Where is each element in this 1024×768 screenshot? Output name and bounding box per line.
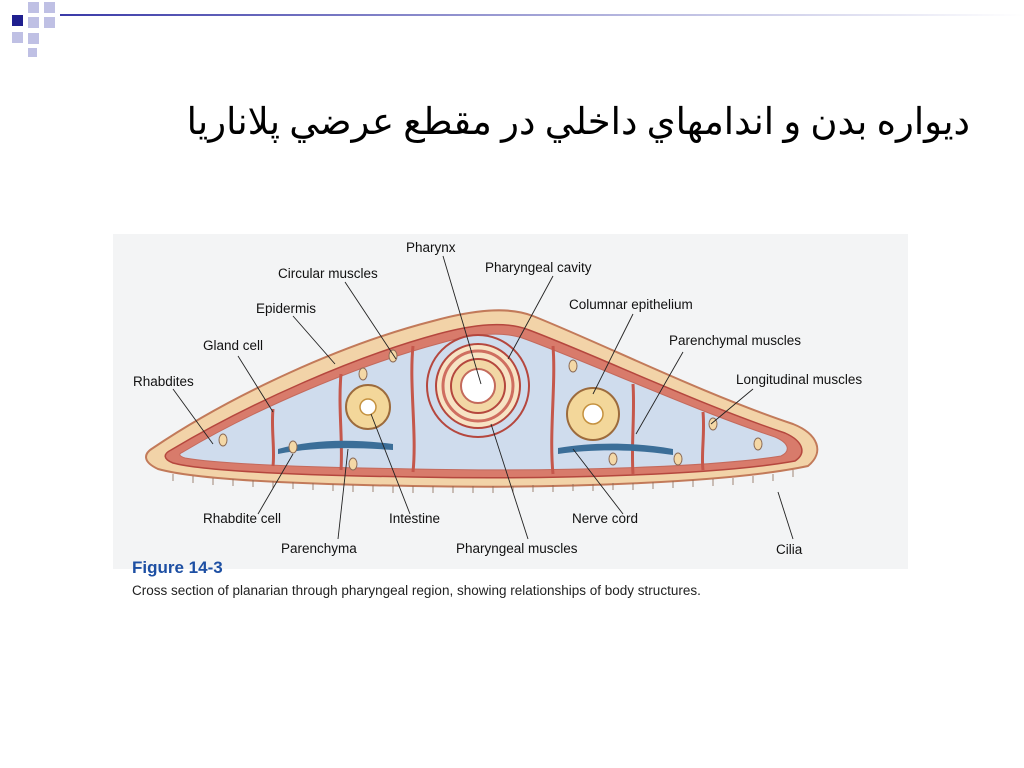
label-rhabdites: Rhabdites xyxy=(133,374,194,389)
label-parenchymal-muscles: Parenchymal muscles xyxy=(669,333,802,348)
label-gland-cell: Gland cell xyxy=(203,338,264,353)
label-intestine: Intestine xyxy=(389,511,441,526)
planarian-cross-section-diagram xyxy=(113,234,908,569)
figure-number: Figure 14-3 xyxy=(132,558,223,577)
label-pharyngeal-cavity: Pharyngeal cavity xyxy=(485,260,592,275)
corner-decoration xyxy=(0,0,1024,60)
label-pharynx: Pharynx xyxy=(406,240,456,255)
label-parenchyma: Parenchyma xyxy=(281,541,357,556)
label-nerve-cord: Nerve cord xyxy=(572,511,639,526)
slide-title: ديواره بدن و اندامهاي داخلي در مقطع عرضي پلاناريا xyxy=(186,102,970,143)
figure-caption: Cross section of planarian through pharyngeal region, showing relationships of body structures. xyxy=(132,583,701,598)
label-epidermis: Epidermis xyxy=(256,301,317,316)
label-columnar-epithelium: Columnar epithelium xyxy=(569,297,693,312)
label-longitudinal-muscles: Longitudinal muscles xyxy=(736,372,863,387)
label-circular-muscles: Circular muscles xyxy=(278,266,378,281)
intestine-right xyxy=(567,388,619,440)
intestine-left xyxy=(346,385,390,429)
label-pharyngeal-muscles: Pharyngeal muscles xyxy=(456,541,578,556)
pharynx xyxy=(427,335,529,437)
label-cilia: Cilia xyxy=(776,542,803,557)
label-rhabdite-cell: Rhabdite cell xyxy=(203,511,282,526)
